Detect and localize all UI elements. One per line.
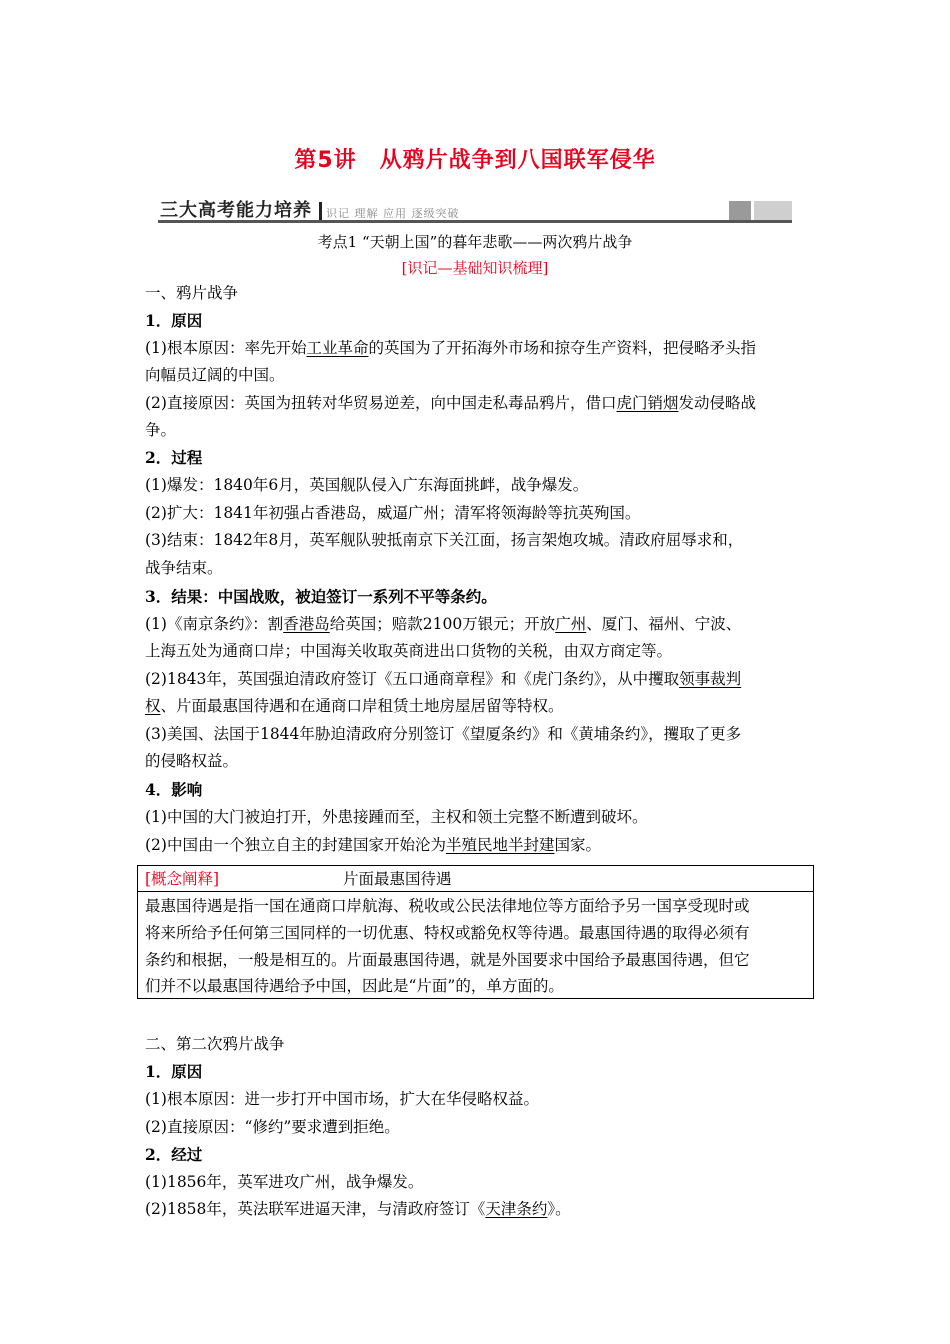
subheading-impact: 4．影响: [145, 780, 203, 799]
subheading-process-2: 2．经过: [145, 1145, 203, 1164]
text-line: 战争结束。: [145, 559, 223, 577]
concept-box: [137, 865, 814, 999]
banner-title: 三大高考能力培养: [160, 200, 312, 221]
concept-tag: [概念阐释]: [145, 870, 220, 888]
text-line: 上海五处为通商口岸；中国海关收取英商进出口货物的关税，由双方商定等。: [145, 642, 673, 660]
subheading-cause: 1．原因: [145, 311, 203, 330]
heading-second-opium-war: 二、第二次鸦片战争: [145, 1035, 285, 1053]
text-line: (2)直接原因：英国为扭转对华贸易逆差，向中国走私毒品鸦片，借口虎门销烟发动侵略战: [145, 394, 756, 412]
banner-divider: [319, 202, 322, 220]
keyword-underlined: 领事裁判: [679, 670, 742, 688]
text-line: (1)中国的大门被迫打开，外患接踵而至，主权和领土完整不断遭到破坏。: [145, 808, 648, 826]
text-line: 的侵略权益。: [145, 752, 239, 770]
concept-heading: 片面最惠国待遇: [343, 870, 452, 888]
keyword-underlined: 虎门销烟: [616, 394, 679, 412]
text-line: (1)爆发：1840年6月，英国舰队侵入广东海面挑衅，战争爆发。: [145, 476, 589, 494]
keyword-underlined: 权: [145, 697, 161, 715]
subheading-cause-2: 1．原因: [145, 1062, 203, 1081]
text-line: (1)《南京条约》：割香港岛给英国；赔款2100万银元；开放广州、厦门、福州、宁波、: [145, 615, 742, 633]
text-line: (1)根本原因：率先开始工业革命的英国为了开拓海外市场和掠夺生产资料，把侵略矛头指: [145, 339, 756, 357]
heading-opium-war: 一、鸦片战争: [145, 284, 239, 302]
section-heading: 考点1 “天朝上国”的暮年悲歌——两次鸦片战争: [317, 233, 633, 251]
section-subheading: [识记—基础知识梳理]: [401, 259, 549, 277]
keyword-underlined: 工业革命: [306, 339, 369, 357]
keyword-underlined: 半殖民地半封建: [445, 836, 555, 854]
subheading-process: 2．过程: [145, 448, 203, 467]
banner-block-light: [754, 201, 792, 220]
keyword-underlined: 天津条约: [485, 1200, 548, 1218]
concept-line: 将来所给予任何第三国同样的一切优惠、特权或豁免权等待遇。最惠国待遇的取得必须有: [145, 924, 750, 942]
banner-block-dark: [729, 201, 751, 220]
subheading-result: 3．结果：中国战败，被迫签订一系列不平等条约。: [145, 587, 497, 606]
text-line: (2)直接原因：“修约”要求遭到拒绝。: [145, 1118, 400, 1136]
keyword-underlined: 香港岛: [283, 615, 330, 633]
concept-divider: [138, 891, 813, 892]
section-banner: [158, 201, 792, 223]
text-line: (2)1858年，英法联军进逼天津，与清政府签订《天津条约》。: [145, 1200, 571, 1218]
concept-line: 条约和根据，一般是相互的。片面最惠国待遇，就是外国要求中国给予最惠国待遇，但它: [145, 951, 750, 969]
banner-subtitle: 识记 理解 应用 逐级突破: [326, 207, 460, 220]
concept-line: 们并不以最惠国待遇给予中国，因此是“片面”的，单方面的。: [145, 977, 564, 995]
page-title: 第5讲 从鸦片战争到八国联军侵华: [294, 148, 656, 173]
text-line: (2)中国由一个独立自主的封建国家开始沦为半殖民地半封建国家。: [145, 836, 601, 854]
concept-line: 最惠国待遇是指一国在通商口岸航海、税收或公民法律地位等方面给予另一国享受现时或: [145, 897, 750, 915]
text-line: (1)1856年，英军进攻广州，战争爆发。: [145, 1173, 424, 1191]
text-line: 权、片面最惠国待遇和在通商口岸租赁土地房屋居留等特权。: [145, 697, 564, 715]
text-line: (2)扩大：1841年初强占香港岛，威逼广州；清军将领海龄等抗英殉国。: [145, 504, 641, 522]
text-line: (3)结束：1842年8月，英军舰队驶抵南京下关江面，扬言架炮攻城。清政府屈辱求和，: [145, 531, 744, 549]
text-line: (2)1843年，英国强迫清政府签订《五口通商章程》和《虎门条约》，从中攫取领事裁判: [145, 670, 742, 688]
keyword-underlined: 广州: [555, 615, 587, 633]
text-line: 向幅员辽阔的中国。: [145, 366, 285, 384]
text-line: (1)根本原因：进一步打开中国市场，扩大在华侵略权益。: [145, 1090, 539, 1108]
text-line: (3)美国、法国于1844年胁迫清政府分别签订《望厦条约》和《黄埔条约》，攫取了更多: [145, 725, 742, 743]
text-line: 争。: [145, 421, 177, 439]
